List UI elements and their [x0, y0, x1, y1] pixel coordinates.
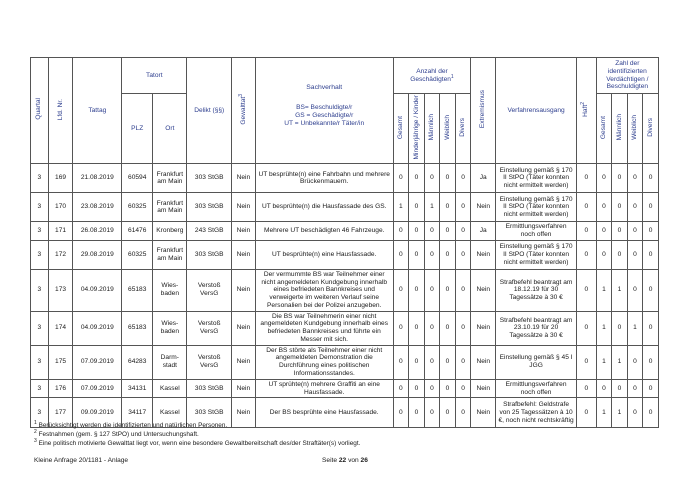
ort-cell: Frankfurt am Main: [153, 240, 187, 269]
lfd-nr-cell: 172: [48, 240, 73, 269]
delikt-cell: 303 StGB: [187, 193, 232, 222]
b-divers-cell: 0: [643, 345, 659, 379]
g-gesamt-cell: 0: [393, 240, 409, 269]
verfahrensausgang-cell: Ermittlungsverfahren noch offen: [496, 222, 577, 241]
g-divers-cell: 0: [455, 345, 471, 379]
b-gesamt-cell: 0: [596, 164, 612, 193]
gewalttat-cell: Nein: [231, 398, 255, 428]
plz-cell: 60325: [122, 240, 153, 269]
quartal-cell: 3: [31, 311, 49, 345]
g-minderjaehrige-cell: 0: [409, 164, 425, 193]
tattag-cell: 23.08.2019: [73, 193, 122, 222]
quartal-cell: 3: [31, 193, 49, 222]
header-label: Divers: [646, 117, 654, 137]
tattag-cell: 04.09.2019: [73, 269, 122, 311]
header-label: Weiblich: [631, 114, 639, 140]
g-minderjaehrige-cell: 0: [409, 193, 425, 222]
ort-cell: Kassel: [153, 379, 187, 398]
sachverhalt-cell: UT besprühte(n) die Hausfassade des GS.: [255, 193, 393, 222]
col-gewalttat: [231, 58, 255, 164]
extremismus-cell: Nein: [471, 345, 496, 379]
g-weiblich-cell: 0: [440, 311, 456, 345]
g-maennlich-cell: 0: [424, 311, 440, 345]
col-anzahl-geschaedigte: Anzahl der Geschädigten$^1$: [393, 58, 471, 94]
delikt-cell: 303 StGB: [187, 164, 232, 193]
extremismus-cell: Ja: [471, 222, 496, 241]
plz-cell: 60594: [122, 164, 153, 193]
quartal-cell: 3: [31, 269, 49, 311]
b-weiblich-cell: 0: [627, 193, 643, 222]
g-gesamt-cell: 0: [393, 345, 409, 379]
gewalttat-cell: Nein: [231, 345, 255, 379]
header-label: Minderjährige / Kinder: [412, 95, 420, 160]
b-divers-cell: 0: [643, 311, 659, 345]
b-maennlich-cell: 1: [612, 345, 628, 379]
g-minderjaehrige-cell: 0: [409, 222, 425, 241]
g-gesamt-cell: 0: [393, 311, 409, 345]
results-table: [30, 57, 659, 428]
ort-cell: Wies- baden: [153, 269, 187, 311]
extremismus-cell: Nein: [471, 269, 496, 311]
haft-cell: 0: [576, 164, 596, 193]
b-weiblich-cell: 0: [627, 164, 643, 193]
g-divers-cell: 0: [455, 193, 471, 222]
footnote-3: $^3$ Eine politisch motivierte Gewalttat liegt vor, wenn eine besondere Gewaltbereitschaft des/der Straftäter(s) vorliegt.: [34, 437, 361, 447]
ort-cell: Kronberg: [153, 222, 187, 241]
g-gesamt-cell: 0: [393, 398, 409, 428]
footer-page-number: Seite 22 von 26: [322, 457, 368, 464]
verfahrensausgang-cell: Strafbefehl beantragt am 18.12.19 für 30 Tagessätze à 30 €: [496, 269, 577, 311]
header-label: Gesamt: [397, 115, 404, 139]
plz-cell: 60325: [122, 193, 153, 222]
b-gesamt-cell: 1: [596, 345, 612, 379]
col-g-minderjaehrige: [409, 94, 425, 164]
table-row: [31, 269, 659, 311]
plz-cell: 64283: [122, 345, 153, 379]
table-row: [31, 164, 659, 193]
g-maennlich-cell: 0: [424, 240, 440, 269]
verfahrensausgang-cell: Strafbefehl: Geldstrafe von 25 Tagessätzen à 10 €, noch nicht rechtskräftig: [496, 398, 577, 428]
b-weiblich-cell: 0: [627, 240, 643, 269]
col-ort: Ort: [153, 94, 187, 164]
verfahrensausgang-cell: Ermittlungsverfahren noch offen: [496, 379, 577, 398]
ort-cell: Frankfurt am Main: [153, 164, 187, 193]
verfahrensausgang-cell: Strafbefehl beantragt am 23.10.19 für 20 Tagessätze à 30 €: [496, 311, 577, 345]
g-gesamt-cell: 0: [393, 222, 409, 241]
extremismus-cell: Nein: [471, 379, 496, 398]
delikt-cell: 243 StGB: [187, 222, 232, 241]
lfd-nr-cell: 169: [48, 164, 73, 193]
lfd-nr-cell: 173: [48, 269, 73, 311]
plz-cell: 34131: [122, 379, 153, 398]
g-minderjaehrige-cell: 0: [409, 240, 425, 269]
table-row: [31, 240, 659, 269]
plz-cell: 65183: [122, 311, 153, 345]
delikt-cell: Verstoß VersG: [187, 345, 232, 379]
col-lfd-nr: [48, 58, 73, 164]
sachverhalt-cell: Mehrere UT beschädigten 46 Fahrzeuge.: [255, 222, 393, 241]
header-label: Weiblich: [443, 114, 451, 140]
sachverhalt-cell: Der vermummte BS war Teilnehmer einer nicht angemeldeten Kundgebung innerhalb eines befriedeten Bannkreises und verweigerte im weiteren Verlauf seine Personalien bei der Polizei anzugeben.: [255, 269, 393, 311]
g-weiblich-cell: 0: [440, 193, 456, 222]
b-weiblich-cell: 0: [627, 398, 643, 428]
plz-cell: 34117: [122, 398, 153, 428]
gewalttat-cell: Nein: [231, 222, 255, 241]
header-label: Divers: [459, 117, 467, 137]
sachverhalt-cell: UT besprühte(n) eine Fahrbahn und mehrere Brückenmauern.: [255, 164, 393, 193]
g-minderjaehrige-cell: 0: [409, 311, 425, 345]
header-label: Extremismus: [479, 90, 487, 129]
tattag-cell: 07.09.2019: [73, 379, 122, 398]
table-row: [31, 311, 659, 345]
col-quartal: [31, 58, 49, 164]
sachverhalt-cell: Der BS besprühte eine Hausfassade.: [255, 398, 393, 428]
g-weiblich-cell: 0: [440, 240, 456, 269]
tattag-cell: 07.09.2019: [73, 345, 122, 379]
verfahrensausgang-cell: Einstellung gemäß § 170 II StPO (Täter konnten nicht ermittelt werden): [496, 193, 577, 222]
table-body: [31, 164, 659, 428]
ort-cell: Wies- baden: [153, 311, 187, 345]
verfahrensausgang-cell: Einstellung gemäß § 170 II StPO (Täter konnten nicht ermittelt werden): [496, 164, 577, 193]
header-label: Männlich: [428, 114, 436, 141]
verfahrensausgang-cell: Einstellung gemäß § 45 I JGG: [496, 345, 577, 379]
g-weiblich-cell: 0: [440, 398, 456, 428]
b-maennlich-cell: 0: [612, 222, 628, 241]
gewalttat-cell: Nein: [231, 193, 255, 222]
g-maennlich-cell: 0: [424, 222, 440, 241]
g-maennlich-cell: 0: [424, 398, 440, 428]
g-maennlich-cell: 1: [424, 193, 440, 222]
ort-cell: Kassel: [153, 398, 187, 428]
b-gesamt-cell: 0: [596, 240, 612, 269]
b-maennlich-cell: 1: [612, 398, 628, 428]
lfd-nr-cell: 171: [48, 222, 73, 241]
b-maennlich-cell: 0: [612, 311, 628, 345]
gewalttat-cell: Nein: [231, 240, 255, 269]
g-gesamt-cell: 1: [393, 193, 409, 222]
plz-cell: 65183: [122, 269, 153, 311]
col-g-divers: [455, 94, 471, 164]
lfd-nr-cell: 170: [48, 193, 73, 222]
haft-cell: 0: [576, 398, 596, 428]
col-b-maennlich: [612, 94, 628, 164]
haft-cell: 0: [576, 311, 596, 345]
b-maennlich-cell: 0: [612, 193, 628, 222]
g-divers-cell: 0: [455, 164, 471, 193]
tattag-cell: 26.08.2019: [73, 222, 122, 241]
b-maennlich-cell: 0: [612, 164, 628, 193]
col-plz: PLZ: [122, 94, 153, 164]
b-weiblich-cell: 0: [627, 269, 643, 311]
col-b-divers: [643, 94, 659, 164]
header-label: Gesamt: [600, 115, 608, 139]
g-divers-cell: 0: [455, 311, 471, 345]
delikt-cell: Verstoß VersG: [187, 311, 232, 345]
b-divers-cell: 0: [643, 240, 659, 269]
g-gesamt-cell: 0: [393, 164, 409, 193]
tattag-cell: 04.09.2019: [73, 311, 122, 345]
tattag-cell: 21.08.2019: [73, 164, 122, 193]
b-weiblich-cell: 0: [627, 345, 643, 379]
haft-cell: 0: [576, 269, 596, 311]
col-b-weiblich: [627, 94, 643, 164]
col-tatort: Tatort: [122, 58, 187, 94]
footnote-1: $^1$ Berücksichtigt werden die identifizierten und natürlichen Personen.: [34, 419, 228, 429]
g-gesamt-cell: 0: [393, 379, 409, 398]
col-g-maennlich: [424, 94, 440, 164]
extremismus-cell: Ja: [471, 164, 496, 193]
g-minderjaehrige-cell: 0: [409, 269, 425, 311]
quartal-cell: 3: [31, 164, 49, 193]
b-weiblich-cell: 1: [627, 311, 643, 345]
verfahrensausgang-cell: Einstellung gemäß § 170 II StPO (Täter konnten nicht ermittelt werden): [496, 240, 577, 269]
plz-cell: 61476: [122, 222, 153, 241]
table-row: [31, 193, 659, 222]
col-extremismus: [471, 58, 496, 164]
g-weiblich-cell: 0: [440, 269, 456, 311]
col-g-gesamt: [393, 94, 409, 164]
delikt-cell: Verstoß VersG: [187, 269, 232, 311]
b-maennlich-cell: 0: [612, 240, 628, 269]
g-divers-cell: 0: [455, 222, 471, 241]
footnote-2: $^2$ Festnahmen (gem. § 127 StPO) und Untersuchungshaft.: [34, 428, 199, 438]
haft-cell: 0: [576, 222, 596, 241]
footer-document-title: Kleine Anfrage 20/1181 - Anlage: [34, 457, 129, 464]
extremismus-cell: Nein: [471, 398, 496, 428]
g-divers-cell: 0: [455, 240, 471, 269]
haft-cell: 0: [576, 379, 596, 398]
table-row: [31, 345, 659, 379]
header-label: Männlich: [615, 114, 623, 141]
col-b-gesamt: [596, 94, 612, 164]
gewalttat-cell: Nein: [231, 164, 255, 193]
col-delikt: Delikt (§§): [187, 58, 232, 164]
quartal-cell: 3: [31, 345, 49, 379]
col-verfahrensausgang: Verfahrensausgang: [496, 58, 577, 164]
b-weiblich-cell: 0: [627, 379, 643, 398]
col-g-weiblich: [440, 94, 456, 164]
b-gesamt-cell: 1: [596, 311, 612, 345]
sachverhalt-cell: Der BS störte als Teilnehmer einer nicht angemeldeten Demonstration die Durchführung eines politischen Informationsstandes.: [255, 345, 393, 379]
b-divers-cell: 0: [643, 164, 659, 193]
b-weiblich-cell: 0: [627, 222, 643, 241]
quartal-cell: 3: [31, 379, 49, 398]
b-gesamt-cell: 0: [596, 222, 612, 241]
header-label: Quartal: [35, 98, 43, 121]
lfd-nr-cell: 174: [48, 311, 73, 345]
sachverhalt-cell: Die BS war Teilnehmerin einer nicht angemeldeten Kundgebung innerhalb eines befriedeten Bannkreises und führte ein Messer mit sich.: [255, 311, 393, 345]
b-divers-cell: 0: [643, 398, 659, 428]
quartal-cell: 3: [31, 240, 49, 269]
lfd-nr-cell: 176: [48, 379, 73, 398]
g-weiblich-cell: 0: [440, 345, 456, 379]
g-maennlich-cell: 0: [424, 164, 440, 193]
b-divers-cell: 0: [643, 222, 659, 241]
col-haft: [576, 58, 596, 164]
gewalttat-cell: Nein: [231, 379, 255, 398]
header-label: Gewalttat$^3$: [237, 93, 247, 125]
haft-cell: 0: [576, 345, 596, 379]
lfd-nr-cell: 175: [48, 345, 73, 379]
quartal-cell: 3: [31, 222, 49, 241]
delikt-cell: 303 StGB: [187, 240, 232, 269]
header-label: Lfd. Nr.: [56, 98, 64, 120]
ort-cell: Frankfurt am Main: [153, 193, 187, 222]
g-gesamt-cell: 0: [393, 269, 409, 311]
g-maennlich-cell: 0: [424, 269, 440, 311]
b-divers-cell: 0: [643, 269, 659, 311]
b-gesamt-cell: 0: [596, 193, 612, 222]
tattag-cell: 09.09.2019: [73, 398, 122, 428]
g-divers-cell: 0: [455, 379, 471, 398]
col-tattag: Tattag: [73, 58, 122, 164]
b-gesamt-cell: 1: [596, 398, 612, 428]
header-label: Haft$^2$: [580, 101, 590, 117]
b-divers-cell: 0: [643, 379, 659, 398]
b-divers-cell: 0: [643, 193, 659, 222]
sachverhalt-cell: UT besprühte(n) eine Hausfassade.: [255, 240, 393, 269]
sachverhalt-cell: UT sprühte(n) mehrere Graffiti an eine Hausfassade.: [255, 379, 393, 398]
haft-cell: 0: [576, 193, 596, 222]
g-maennlich-cell: 0: [424, 379, 440, 398]
g-weiblich-cell: 0: [440, 164, 456, 193]
gewalttat-cell: Nein: [231, 269, 255, 311]
g-divers-cell: 0: [455, 269, 471, 311]
delikt-cell: 303 StGB: [187, 398, 232, 428]
gewalttat-cell: Nein: [231, 311, 255, 345]
b-maennlich-cell: 0: [612, 379, 628, 398]
haft-cell: 0: [576, 240, 596, 269]
g-minderjaehrige-cell: 0: [409, 398, 425, 428]
g-weiblich-cell: 0: [440, 379, 456, 398]
b-maennlich-cell: 1: [612, 269, 628, 311]
extremismus-cell: Nein: [471, 240, 496, 269]
b-gesamt-cell: 0: [596, 379, 612, 398]
quartal-cell: 3: [31, 398, 49, 428]
table-row: [31, 222, 659, 241]
g-divers-cell: 0: [455, 398, 471, 428]
table-row: [31, 379, 659, 398]
delikt-cell: 303 StGB: [187, 379, 232, 398]
g-minderjaehrige-cell: 0: [409, 379, 425, 398]
extremismus-cell: Nein: [471, 311, 496, 345]
g-minderjaehrige-cell: 0: [409, 345, 425, 379]
b-gesamt-cell: 1: [596, 269, 612, 311]
g-maennlich-cell: 0: [424, 345, 440, 379]
extremismus-cell: Nein: [471, 193, 496, 222]
col-zahl-verdaechtige: Zahl der identifizierten Verdächtigen / Beschuldigten: [596, 58, 658, 94]
ort-cell: Darm- stadt: [153, 345, 187, 379]
tattag-cell: 29.08.2019: [73, 240, 122, 269]
g-weiblich-cell: 0: [440, 222, 456, 241]
lfd-nr-cell: 177: [48, 398, 73, 428]
col-sachverhalt: Sachverhalt BS= Beschuldigte/r GS = Geschädigte/r UT = Unbekannte/r Täter/in: [255, 58, 393, 164]
